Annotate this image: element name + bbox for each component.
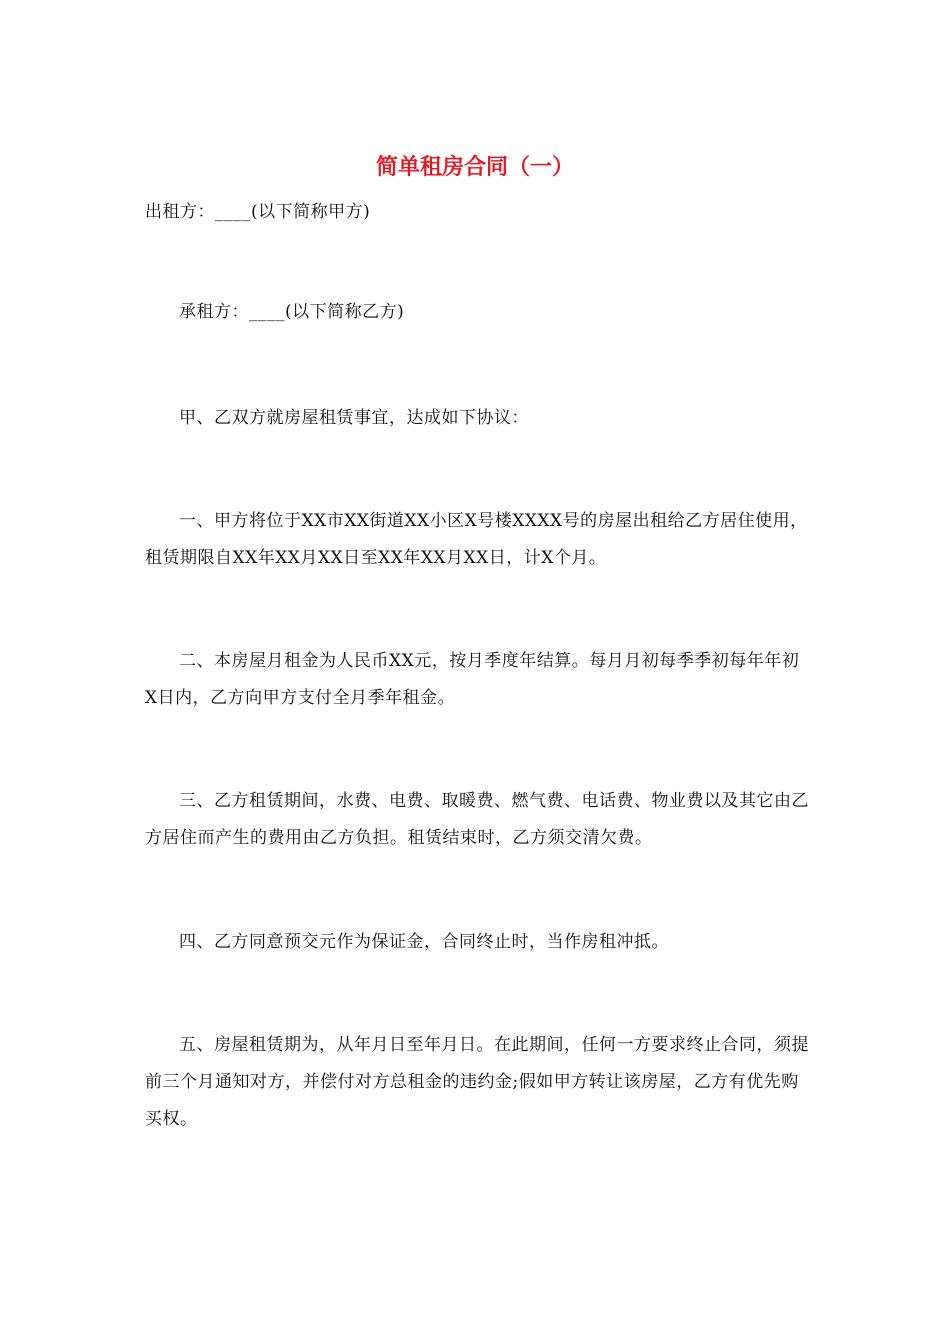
document-title: 简单租房合同（一） [375, 155, 574, 180]
clause-1: 一、甲方将位于XX市XX街道XX小区X号楼XXXX号的房屋出租给乙方居住使用，租赁期限自XX年XX月XX日至XX年XX月XX日，计X个月。 [145, 511, 808, 568]
lessee-line: 承租方：____(以下简称乙方) [179, 302, 405, 322]
lessor-line: 出租方：____(以下简称甲方) [145, 202, 371, 222]
clause-2: 二、本房屋月租金为人民币XX元，按月季度年结算。每月月初每季季初每年年初X日内，乙方向甲方支付全月季年租金。 [145, 651, 800, 708]
clause-4: 四、乙方同意预交元作为保证金，合同终止时，当作房租冲抵。 [179, 932, 669, 952]
clause-5: 五、房屋租赁期为，从年月日至年月日。在此期间，任何一方要求终止合同，须提前三个月通知对方，并偿付对方总租金的违约金;假如甲方转让该房屋，乙方有优先购买权。 [145, 1035, 809, 1129]
clause-3: 三、乙方租赁期间，水费、电费、取暖费、燃气费、电话费、物业费以及其它由乙方居住而产生的费用由乙方负担。租赁结束时，乙方须交清欠费。 [145, 791, 809, 848]
agreement-intro: 甲、乙双方就房屋租赁事宜，达成如下协议： [179, 408, 529, 428]
